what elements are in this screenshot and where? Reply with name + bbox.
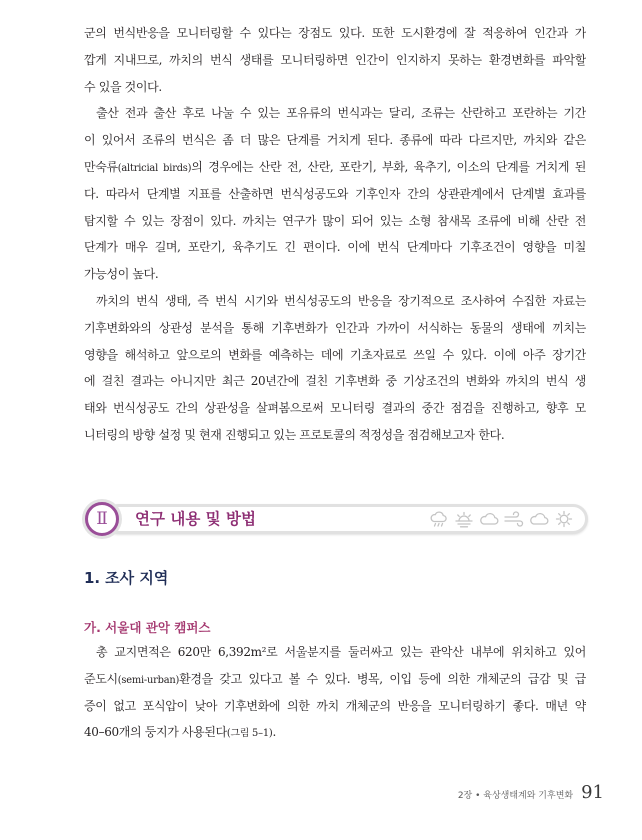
text-line: 깝게 지내므로, 까치의 번식 생태를 모니터링하면 인간이 인지하지 못하는 환경변화를 파악할 <box>84 52 586 67</box>
cloud-rain-icon <box>428 510 450 528</box>
page-number: 91 <box>581 782 604 803</box>
wind-icon <box>503 510 525 528</box>
subsubsection-heading: 가. 서울대 관악 캠퍼스 <box>84 620 211 635</box>
text-line: 까치의 번식 생태, 즉 번식 시기와 번식성공도의 반응을 장기적으로 조사하여 수집한 자료는 <box>96 293 586 308</box>
text-line: 다. 따라서 단계별 지표를 산출하면 번식성공도와 기후인자 간의 상관관계에서 단계별 효과를 <box>84 186 586 201</box>
text-line: 에 걸친 결과는 아니지만 최근 20년간에 걸친 기후변화 중 기상조건의 변화와 까치의 번식 생 <box>84 374 586 389</box>
text-line: 증이 없고 포식압이 낮아 기후변화에 의한 까치 개체군의 반응을 모니터링하기 좋다. 매년 약 <box>84 698 586 713</box>
site-description <box>84 639 586 746</box>
text-line: 단계가 매우 길며, 포란기, 육추기도 긴 편이다. 이에 번식 단계마다 기후조건이 영향을 미칠 <box>84 240 586 255</box>
section-banner <box>82 499 588 539</box>
text-line: 영향을 해석하고 앞으로의 변화를 예측하는 데에 기초자료로 쓰일 수 있다. 이에 아주 장기간 <box>84 347 586 362</box>
subsection-heading <box>84 567 168 589</box>
text-line: 총 교지면적은 620만 6,392m²로 서울분지를 둘러싸고 있는 관악산 내부에 위치하고 있어 <box>96 645 586 659</box>
section-title: 연구 내용 및 방법 <box>135 510 257 528</box>
text-line: 40–60개의 둥지가 사용된다(그림 5–1). <box>84 725 276 740</box>
subsection-title: 조사 지역 <box>105 569 169 587</box>
text-line: 이 있어서 조류의 번식은 좀 더 많은 단계를 거치게 된다. 종류에 따라 다르지만, 까치와 같은 <box>84 133 586 148</box>
text-line: 출산 전과 출산 후로 나눌 수 있는 포유류의 번식과는 달리, 조류는 산란하고 포란하는 기간 <box>96 106 586 121</box>
text-line: 군의 번식반응을 모니터링할 수 있다는 장점도 있다. 또한 도시환경에 잘 적응하여 인간과 가 <box>84 26 586 40</box>
paragraph <box>84 100 586 288</box>
text-line: 태와 번식성공도 간의 상관성을 살펴봄으로써 모니터링 결과의 중간 점검을 진행하고, 향후 모 <box>84 401 586 416</box>
text-line: 탐지할 수 있는 장점이 있다. 까치는 연구가 많이 되어 있는 소형 참새목 조류에 비해 산란 전 <box>84 213 586 228</box>
text-line: 가능성이 높다. <box>84 267 159 282</box>
weather-icons <box>428 510 575 528</box>
cloud-icon <box>478 510 500 528</box>
text-line: 수 있을 것이다. <box>84 79 162 94</box>
cloud-icon <box>528 510 550 528</box>
section-number-badge <box>82 499 122 539</box>
sun-icon <box>553 510 575 528</box>
text-line: 니터링의 방향 설정 및 현재 진행되고 있는 프로토콜의 적정성을 점검해보고자 한다. <box>84 427 505 442</box>
subsection-number: 1. <box>84 569 101 587</box>
text-line: 준도시(semi-urban)환경을 갖고 있다고 볼 수 있다. 병목, 이입 등에 의한 개체군의 급감 및 급 <box>84 671 586 686</box>
text-line: 기후변화와의 상관성 분석을 통해 기후변화가 인간과 가까이 서식하는 동물의 생태에 끼치는 <box>84 320 586 335</box>
paragraph <box>84 639 586 746</box>
section-title-bar <box>104 504 588 534</box>
running-footer: 2장 • 육상생태계와 기후변화 <box>457 791 574 801</box>
paragraph <box>84 288 586 449</box>
parenthetical-gloss: (altricial birds) <box>117 162 192 174</box>
parenthetical-gloss: (semi-urban) <box>117 674 180 686</box>
body-text <box>84 20 586 449</box>
text-line: 만숙류(altricial birds)의 경우에는 산란 전, 산란, 포란기, 부화, 육추기, 이소의 단계를 거치게 된 <box>84 159 586 174</box>
sunrise-icon <box>453 510 475 528</box>
paragraph <box>84 20 586 100</box>
parenthetical-gloss: (그림 5–1) <box>226 728 273 740</box>
page-footer <box>458 782 604 808</box>
section-number: Ⅱ <box>85 502 119 536</box>
